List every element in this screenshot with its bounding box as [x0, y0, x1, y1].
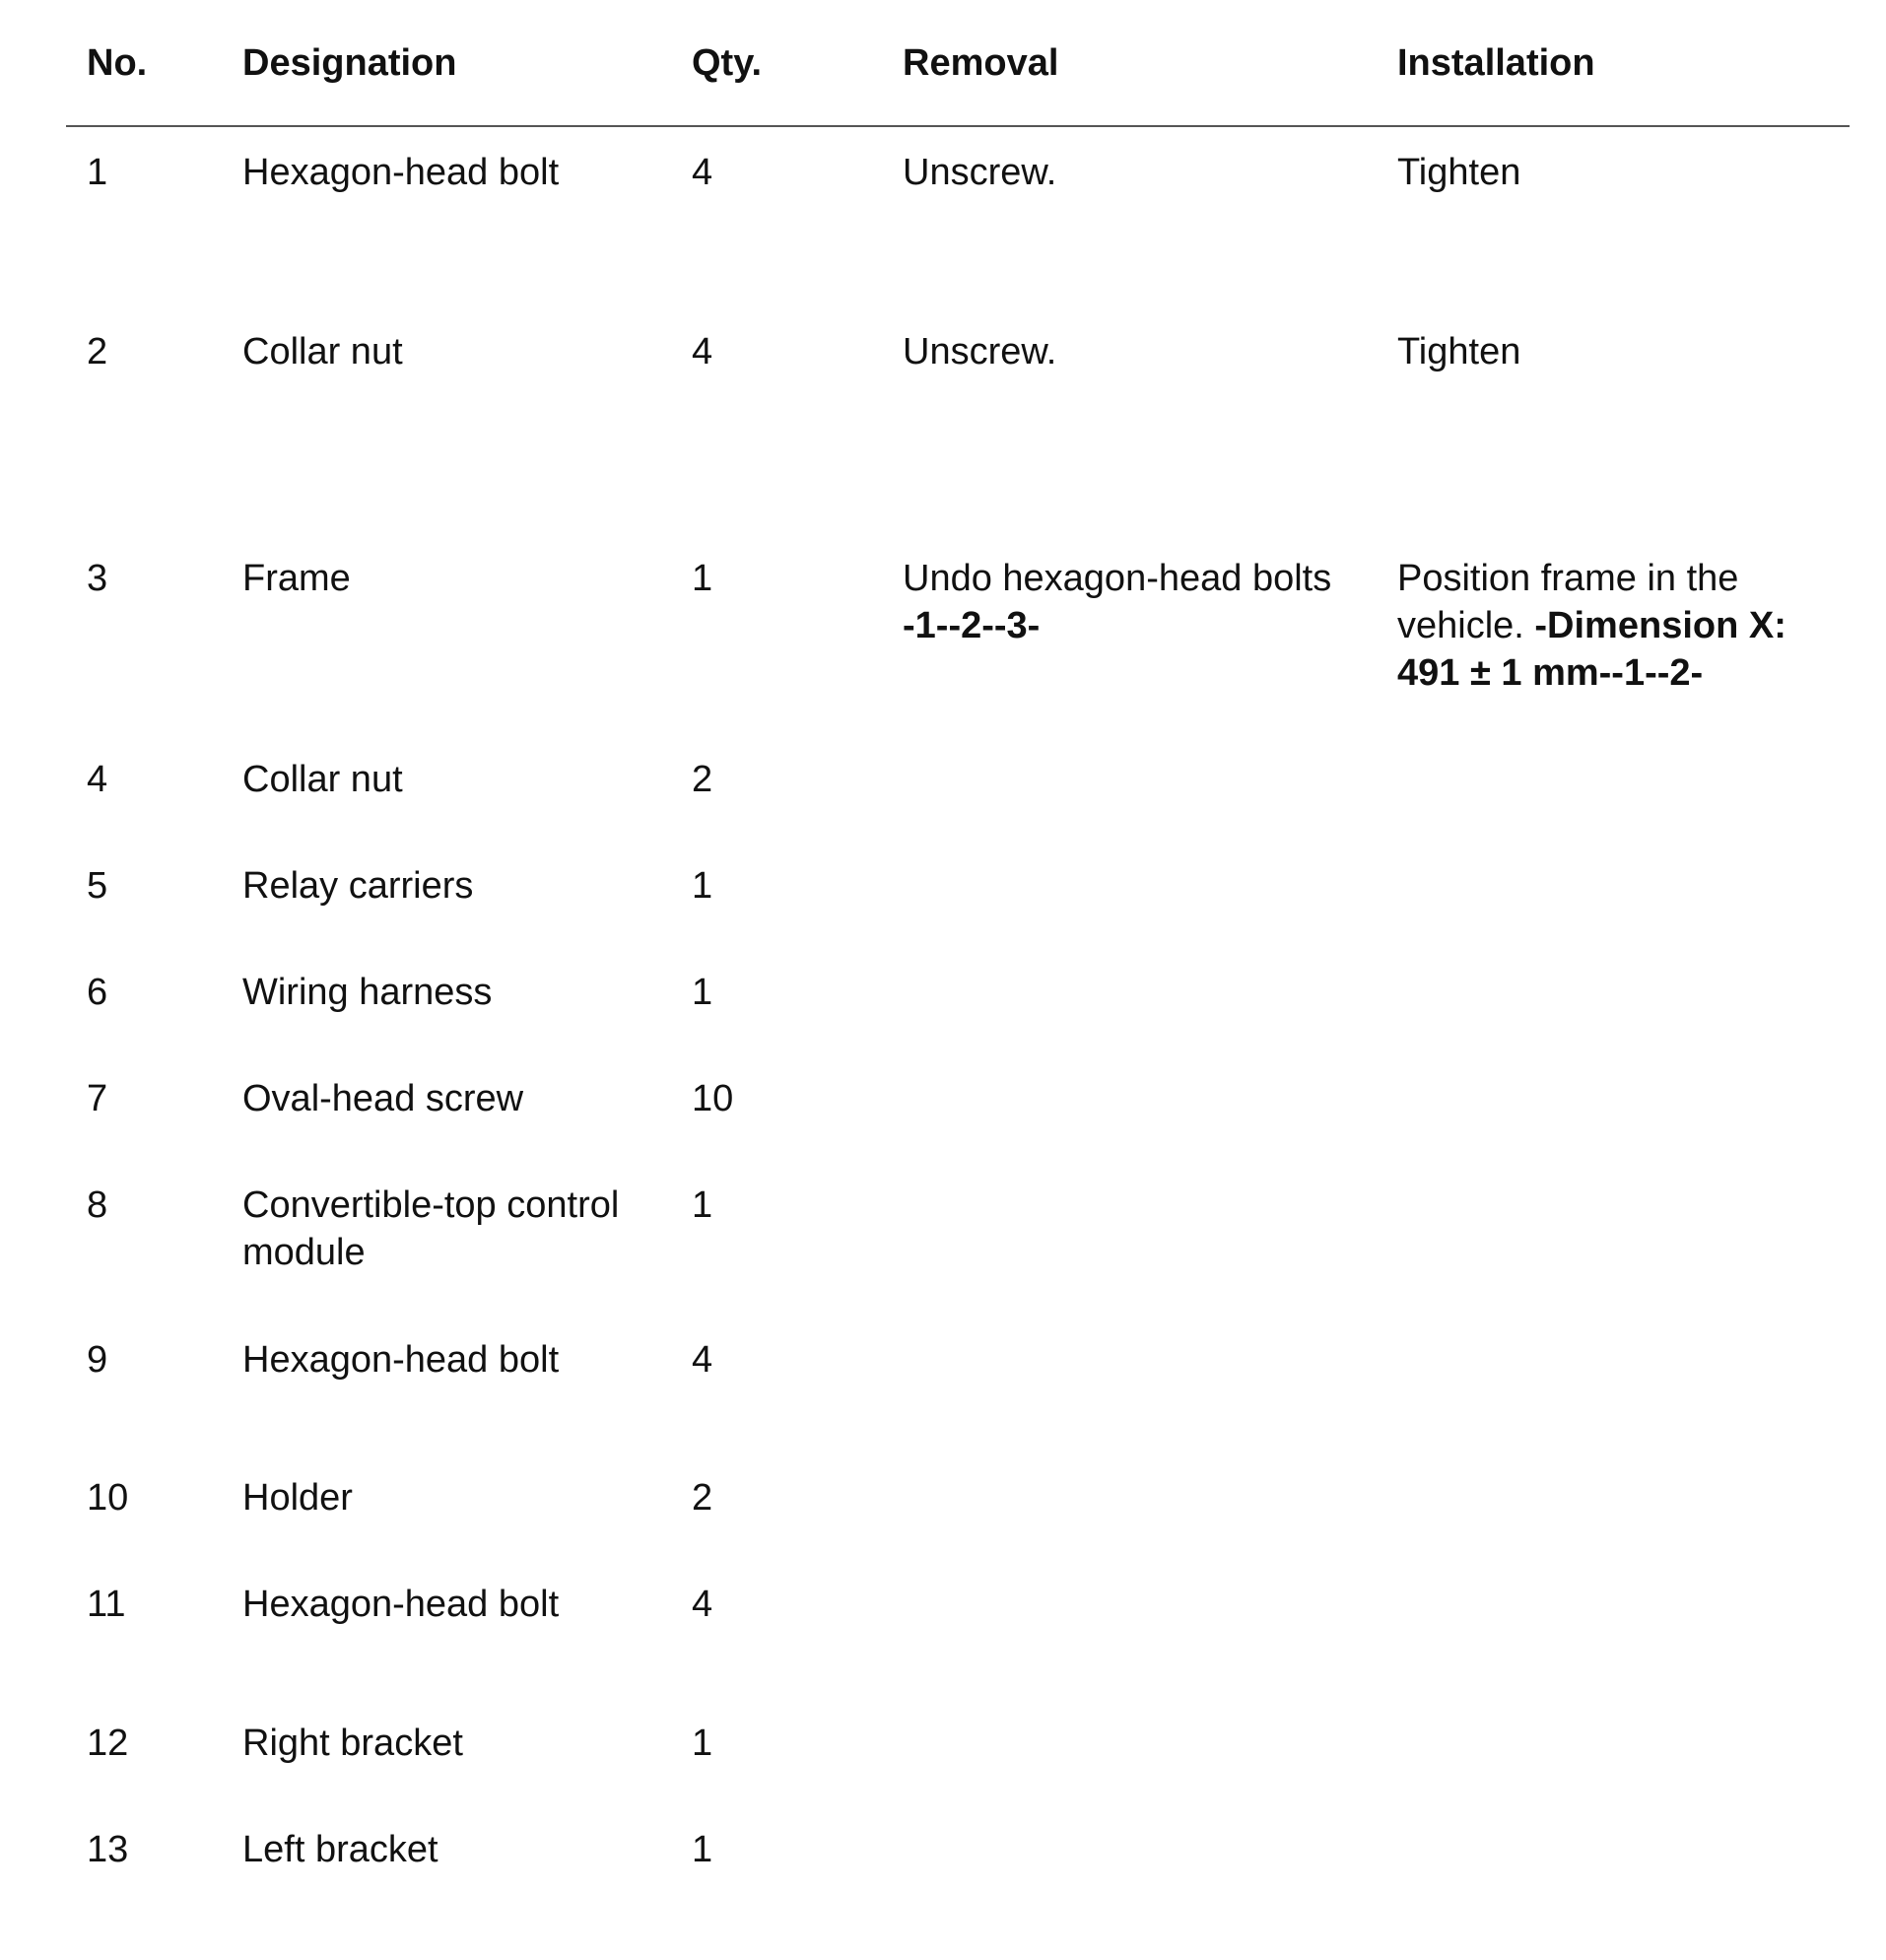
cell-designation: Collar nut	[242, 331, 403, 372]
cell-removal	[882, 1182, 1377, 1336]
cell-designation: Hexagon-head bolt	[242, 152, 560, 193]
cell-installation	[1377, 969, 1850, 1075]
cell-qty: 2	[692, 759, 713, 800]
cell-designation: Hexagon-head bolt	[242, 1584, 560, 1625]
header-installation: Installation	[1377, 0, 1850, 126]
table-row	[66, 328, 1850, 555]
cell-designation: Convertible-top control module	[242, 1184, 620, 1273]
cell-qty: 4	[692, 1584, 713, 1625]
table-row	[66, 1720, 1850, 1826]
cell-qty: 1	[692, 865, 713, 907]
header-designation: Designation	[222, 0, 671, 126]
cell-no: 7	[87, 1078, 108, 1119]
cell-no: 6	[87, 972, 108, 1013]
table-row	[66, 756, 1850, 862]
cell-no: 10	[87, 1477, 129, 1519]
cell-removal	[882, 969, 1377, 1075]
cell-installation	[1377, 1182, 1850, 1336]
cell-installation: Tighten	[1397, 331, 1521, 372]
cell-installation	[1377, 1581, 1850, 1720]
cell-removal	[882, 1474, 1377, 1581]
cell-designation: Hexagon-head bolt	[242, 1339, 560, 1381]
cell-designation: Wiring harness	[242, 972, 493, 1013]
cell-qty: 1	[692, 1829, 713, 1870]
cell-no: 8	[87, 1184, 108, 1226]
installation-text: Position frame in the vehicle.	[1397, 558, 1739, 646]
cell-qty: 1	[692, 1184, 713, 1226]
header-removal: Removal	[882, 0, 1377, 126]
cell-installation	[1377, 1336, 1850, 1474]
removal-reference: -1--2--3-	[903, 605, 1041, 646]
cell-installation	[1377, 1826, 1850, 1932]
table-row	[66, 1336, 1850, 1474]
cell-no: 3	[87, 558, 108, 599]
cell-designation: Relay carriers	[242, 865, 474, 907]
cell-removal	[882, 1826, 1377, 1932]
table-header-row	[66, 0, 1850, 126]
cell-designation: Frame	[242, 558, 351, 599]
cell-removal	[882, 756, 1377, 862]
table-row	[66, 862, 1850, 969]
table-row	[66, 1474, 1850, 1581]
parts-table	[66, 0, 1850, 1932]
cell-removal	[882, 1581, 1377, 1720]
table-row	[66, 969, 1850, 1075]
cell-installation	[1377, 756, 1850, 862]
cell-removal	[882, 1075, 1377, 1182]
table-row	[66, 1581, 1850, 1720]
cell-installation	[1377, 555, 1850, 756]
table-row	[66, 1075, 1850, 1182]
cell-no: 2	[87, 331, 108, 372]
cell-qty: 4	[692, 331, 713, 372]
cell-no: 11	[87, 1584, 126, 1625]
table-row	[66, 555, 1850, 756]
cell-installation: Tighten	[1397, 152, 1521, 193]
cell-no: 12	[87, 1723, 129, 1764]
cell-qty: 4	[692, 1339, 713, 1381]
installation-dimension: -Dimension X: 491 ± 1 mm--1--2-	[1397, 605, 1786, 694]
cell-installation	[1377, 1474, 1850, 1581]
cell-designation: Oval-head screw	[242, 1078, 524, 1119]
cell-designation: Collar nut	[242, 759, 403, 800]
cell-qty: 1	[692, 972, 713, 1013]
cell-removal: Unscrew.	[903, 152, 1057, 193]
cell-qty: 2	[692, 1477, 713, 1519]
cell-qty: 1	[692, 558, 713, 599]
table-row	[66, 1182, 1850, 1336]
cell-removal: Unscrew.	[903, 331, 1057, 372]
cell-no: 5	[87, 865, 108, 907]
cell-installation	[1377, 862, 1850, 969]
cell-qty: 1	[692, 1723, 713, 1764]
removal-text: Undo hexagon-head bolts	[903, 558, 1332, 599]
cell-removal	[882, 1336, 1377, 1474]
cell-no: 13	[87, 1829, 129, 1870]
cell-qty: 10	[692, 1078, 734, 1119]
cell-designation: Left bracket	[242, 1829, 438, 1870]
table-row	[66, 1826, 1850, 1932]
table-row	[66, 126, 1850, 328]
cell-qty: 4	[692, 152, 713, 193]
cell-designation: Right bracket	[242, 1723, 463, 1764]
cell-removal	[882, 862, 1377, 969]
cell-installation	[1377, 1720, 1850, 1826]
cell-no: 4	[87, 759, 108, 800]
header-no: No.	[66, 0, 222, 126]
cell-installation	[1377, 1075, 1850, 1182]
cell-no: 1	[87, 152, 108, 193]
header-qty: Qty.	[671, 0, 882, 126]
cell-removal	[882, 555, 1377, 756]
cell-no: 9	[87, 1339, 108, 1381]
cell-designation: Holder	[242, 1477, 353, 1519]
cell-removal	[882, 1720, 1377, 1826]
